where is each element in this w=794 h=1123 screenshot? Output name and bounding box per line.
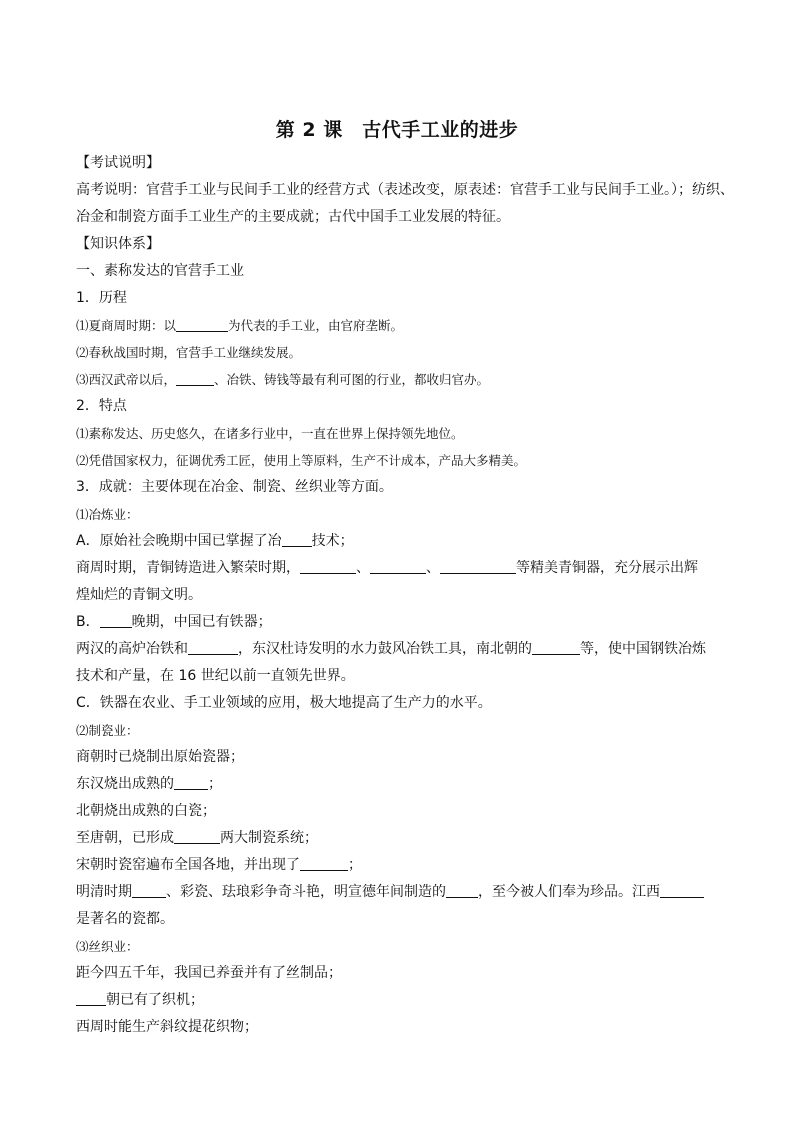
section-1-heading: 一、素称发达的官营手工业 — [76, 263, 244, 279]
exam-header: 【考试说明】 — [76, 155, 160, 171]
blank — [76, 990, 106, 1006]
blank — [440, 558, 516, 574]
porcelain-line-b: 东汉烧出成熟的 ； — [76, 776, 222, 792]
features-item-1: ⑴素称发达、历史悠久，在诸多行业中，一直在世界上保持领先地位。 — [76, 426, 464, 441]
smelting-line-e: C．铁器在农业、手工业领域的应用，极大地提高了生产力的水平。 — [76, 695, 492, 711]
history-heading: 1．历程 — [76, 290, 127, 306]
blank — [660, 882, 704, 898]
achievements-heading: 3．成就：主要体现在冶金、制瓷、丝织业等方面。 — [76, 479, 393, 495]
blank — [174, 774, 208, 790]
smelting-line-a: A．原始社会晚期中国已掌握了冶 技术； — [76, 533, 354, 549]
features-heading: 2．特点 — [76, 398, 127, 414]
blank — [282, 531, 312, 547]
blank — [300, 558, 356, 574]
smelting-line-d2: 技术和产量，在 16 世纪以前一直领先世界。 — [76, 668, 355, 684]
knowledge-header: 【知识体系】 — [76, 236, 160, 252]
silk-line-b: 朝已有了织机； — [76, 987, 721, 1014]
porcelain-header: ⑵制瓷业： — [76, 723, 139, 738]
blank — [176, 370, 214, 386]
history-item-1: ⑴夏商周时期：以 为代表的手工业，由官府垄断。 — [76, 318, 404, 333]
page-title: 第 2 课 古代手工业的进步 — [275, 119, 519, 141]
smelting-line-c: B． 晚期，中国已有铁器； — [76, 614, 272, 630]
exam-line-1: 高考说明：官营手工业与民间手工业的经营方式（表述改变，原表述：官营手工业与民间手工业。）；纺织、 — [76, 182, 734, 198]
blank — [132, 882, 166, 898]
porcelain-line-f1: 明清时期 、彩瓷、珐琅彩争奇斗艳，明宣德年间制造的 ，至今被人们奉为珍品。江西 — [76, 879, 721, 906]
blank — [176, 316, 228, 332]
history-item-3: ⑶西汉武帝以后， 、冶铁、铸钱等最有利可图的行业，都收归官办。 — [76, 372, 490, 387]
blank — [174, 828, 220, 844]
smelting-line-d1: 两汉的高炉冶铁和 ，东汉杜诗发明的水力鼓风冶铁工具，南北朝的 等，使中国钢铁冶炼 — [76, 641, 706, 657]
smelting-line-b2: 煌灿烂的青铜文明。 — [76, 587, 202, 603]
silk-line-a: 距今四五千年，我国已养蚕并有了丝制品； — [76, 965, 342, 981]
history-item-2: ⑵春秋战国时期，官营手工业继续发展。 — [76, 345, 302, 360]
porcelain-line-d: 至唐朝，已形成 两大制瓷系统； — [76, 830, 318, 846]
porcelain-line-e: 宋朝时瓷窑遍布全国各地，并出现了 ； — [76, 857, 362, 873]
document-body — [76, 150, 734, 1041]
blank — [188, 639, 238, 655]
porcelain-line-c: 北朝烧出成熟的白瓷； — [76, 803, 216, 819]
blank — [100, 612, 132, 628]
smelting-header: ⑴冶炼业： — [76, 507, 139, 522]
silk-line-c: 西周时能生产斜纹提花织物； — [76, 1019, 258, 1035]
silk-header: ⑶丝织业： — [76, 939, 139, 954]
porcelain-line-a: 商朝时已烧制出原始瓷器； — [76, 749, 244, 765]
porcelain-line-f2: 是著名的瓷都。 — [76, 911, 174, 927]
blank — [370, 558, 426, 574]
blank — [532, 639, 580, 655]
features-item-2: ⑵凭借国家权力，征调优秀工匠，使用上等原料，生产不计成本，产品大多精美。 — [76, 453, 527, 468]
exam-line-2: 冶金和制瓷方面手工业生产的主要成就；古代中国手工业发展的特征。 — [76, 209, 510, 225]
smelting-line-b1: 商周时期，青铜铸造进入繁荣时期， 、 、 等精美青铜器，充分展示出辉 — [76, 560, 698, 576]
blank — [446, 882, 478, 898]
blank — [300, 855, 348, 871]
